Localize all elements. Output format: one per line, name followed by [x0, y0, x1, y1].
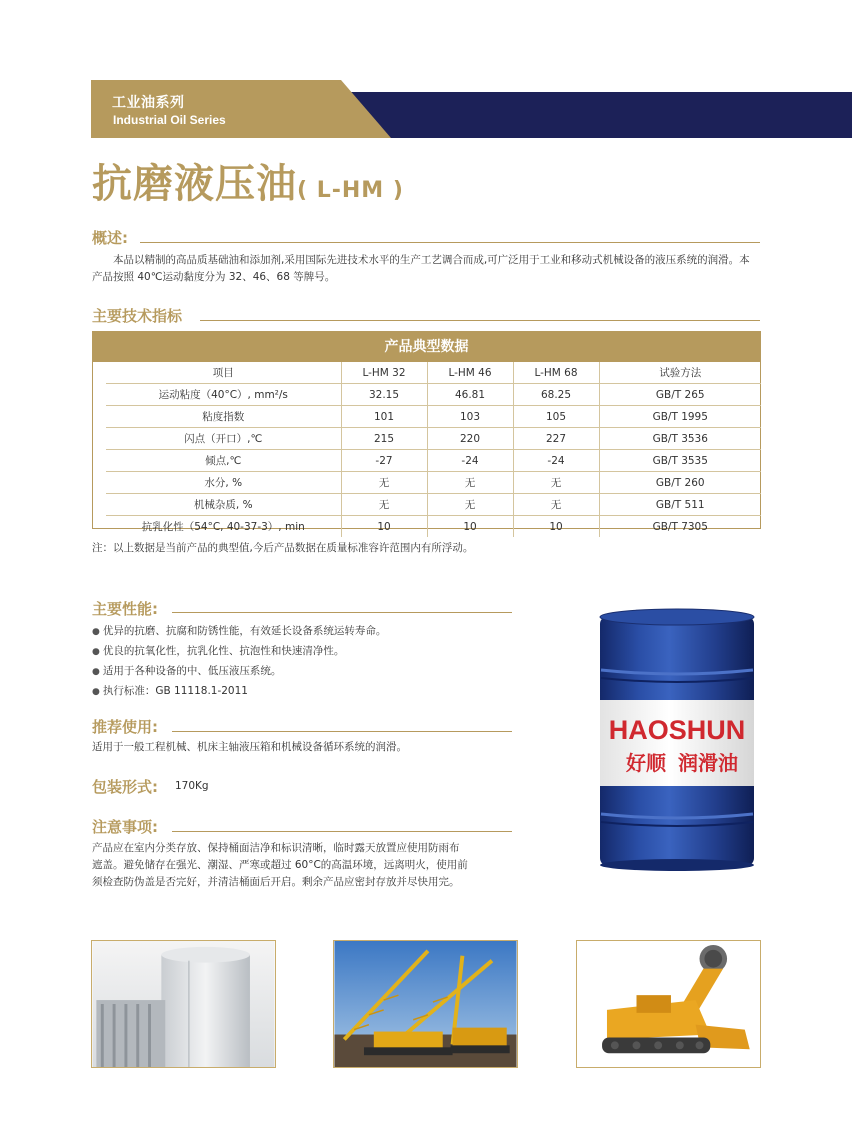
table-cell: L-HM 68 — [513, 362, 599, 384]
caution-text — [92, 840, 517, 891]
table-cell: 闪点（开口）,℃ — [106, 428, 341, 450]
table-cell: 215 — [341, 428, 427, 450]
oil-drum-image — [598, 608, 756, 872]
spec-table — [92, 331, 761, 533]
spec-table-title: 产品典型数据 — [93, 332, 760, 362]
usage-heading: 推荐使用: — [92, 718, 158, 736]
table-cell: 无 — [513, 494, 599, 516]
storage-tank-photo — [91, 940, 276, 1068]
specs-rule — [200, 320, 760, 321]
table-row — [106, 472, 761, 494]
table-note: 注：以上数据是当前产品的典型值,今后产品数据在质量标准容许范围内有所浮动。 — [92, 542, 474, 554]
series-title-cn: 工业油系列 — [112, 95, 185, 111]
table-cell: 机械杂质, % — [106, 494, 341, 516]
caution-line: 须检查防伪盖是否完好，并清洁桶面后开启。剩余产品应密封存放并尽快用完。 — [92, 876, 460, 888]
table-cell: 46.81 — [427, 384, 513, 406]
table-cell: 水分, % — [106, 472, 341, 494]
product-title — [92, 152, 404, 209]
table-cell: L-HM 32 — [341, 362, 427, 384]
table-cell: 105 — [513, 406, 599, 428]
roadheader-photo — [576, 940, 761, 1068]
header-navy-band — [330, 92, 852, 138]
table-cell: 68.25 — [513, 384, 599, 406]
usage-rule — [172, 731, 512, 732]
table-cell: 220 — [427, 428, 513, 450]
table-cell: 抗乳化性（54°C, 40-37-3）, min — [106, 516, 341, 538]
crane-photo — [333, 940, 518, 1068]
packaging-heading: 包装形式: — [92, 778, 158, 796]
table-cell: 无 — [341, 472, 427, 494]
table-cell: GB/T 511 — [599, 494, 761, 516]
drum-brand-cn-1: 好顺 — [626, 751, 666, 775]
table-cell: GB/T 3536 — [599, 428, 761, 450]
table-cell: 粘度指数 — [106, 406, 341, 428]
table-row — [106, 428, 761, 450]
table-cell: 倾点,℃ — [106, 450, 341, 472]
caution-rule — [172, 831, 512, 832]
table-cell: GB/T 1995 — [599, 406, 761, 428]
table-cell: 32.15 — [341, 384, 427, 406]
table-cell: 无 — [427, 494, 513, 516]
overview-heading: 概述: — [92, 229, 128, 247]
table-cell: GB/T 7305 — [652, 520, 708, 533]
table-cell: 101 — [341, 406, 427, 428]
spec-table-grid — [106, 362, 761, 537]
table-cell: 10 — [341, 516, 427, 538]
table-row — [106, 516, 761, 538]
table-cell: L-HM 46 — [427, 362, 513, 384]
table-row — [106, 450, 761, 472]
overview-rule — [140, 242, 760, 243]
caution-line: 遮盖。避免储存在强光、潮湿、严寒或超过 60°C的高温环境，远离明火，使用前 — [92, 859, 468, 871]
table-cell: 10 — [513, 516, 599, 538]
list-item: ● 执行标准：GB 11118.1-2011 — [92, 682, 512, 702]
series-title-en: Industrial Oil Series — [113, 113, 226, 127]
table-cell: -27 — [341, 450, 427, 472]
product-title-main: 抗磨液压油 — [92, 161, 297, 207]
table-cell: 项目 — [106, 362, 341, 384]
table-cell: 无 — [513, 472, 599, 494]
performance-list — [92, 622, 512, 702]
table-row — [106, 406, 761, 428]
table-cell: -24 — [427, 450, 513, 472]
list-item: ● 优良的抗氧化性，抗乳化性、抗泡性和快速清净性。 — [92, 642, 512, 662]
drum-brand-en: HAOSHUN — [608, 715, 746, 745]
packaging-value: 170Kg — [175, 780, 209, 792]
table-cell: 227 — [513, 428, 599, 450]
performance-rule — [172, 612, 512, 613]
overview-text: 本品以精制的高品质基础油和添加剂,采用国际先进技术水平的生产工艺调合而成,可广泛用于工业和移动式机械设备的液压系统的润滑。本产品按照 40℃运动黏度分为 32、46、68 等牌号。 — [92, 254, 750, 283]
product-title-sub: ( L-HM ) — [297, 178, 404, 203]
usage-text: 适用于一般工程机械、机床主轴液压箱和机械设备循环系统的润滑。 — [92, 741, 407, 753]
table-cell: 无 — [341, 494, 427, 516]
table-cell: GB/T 265 — [599, 384, 761, 406]
drum-brand-cn-2: 润滑油 — [678, 751, 738, 775]
table-row — [106, 494, 761, 516]
performance-heading: 主要性能: — [92, 600, 158, 618]
table-cell: -24 — [513, 450, 599, 472]
table-cell: 试验方法 — [599, 362, 761, 384]
caution-line: 产品应在室内分类存放、保持桶面洁净和标识清晰，临时露天放置应使用防雨布 — [92, 842, 460, 854]
table-row — [106, 384, 761, 406]
specs-heading: 主要技术指标 — [92, 307, 183, 325]
table-cell: GB/T 3535 — [599, 450, 761, 472]
table-cell: 运动粘度（40°C）, mm²/s — [106, 384, 341, 406]
table-cell: GB/T 260 — [599, 472, 761, 494]
table-cell: 103 — [427, 406, 513, 428]
caution-heading: 注意事项: — [92, 818, 158, 836]
list-item: ● 适用于各种设备的中、低压液压系统。 — [92, 662, 512, 682]
table-cell: 无 — [427, 472, 513, 494]
table-cell: 10 — [427, 516, 513, 538]
table-header-row — [106, 362, 761, 384]
list-item: ● 优异的抗磨、抗腐和防锈性能，有效延长设备系统运转寿命。 — [92, 622, 512, 642]
